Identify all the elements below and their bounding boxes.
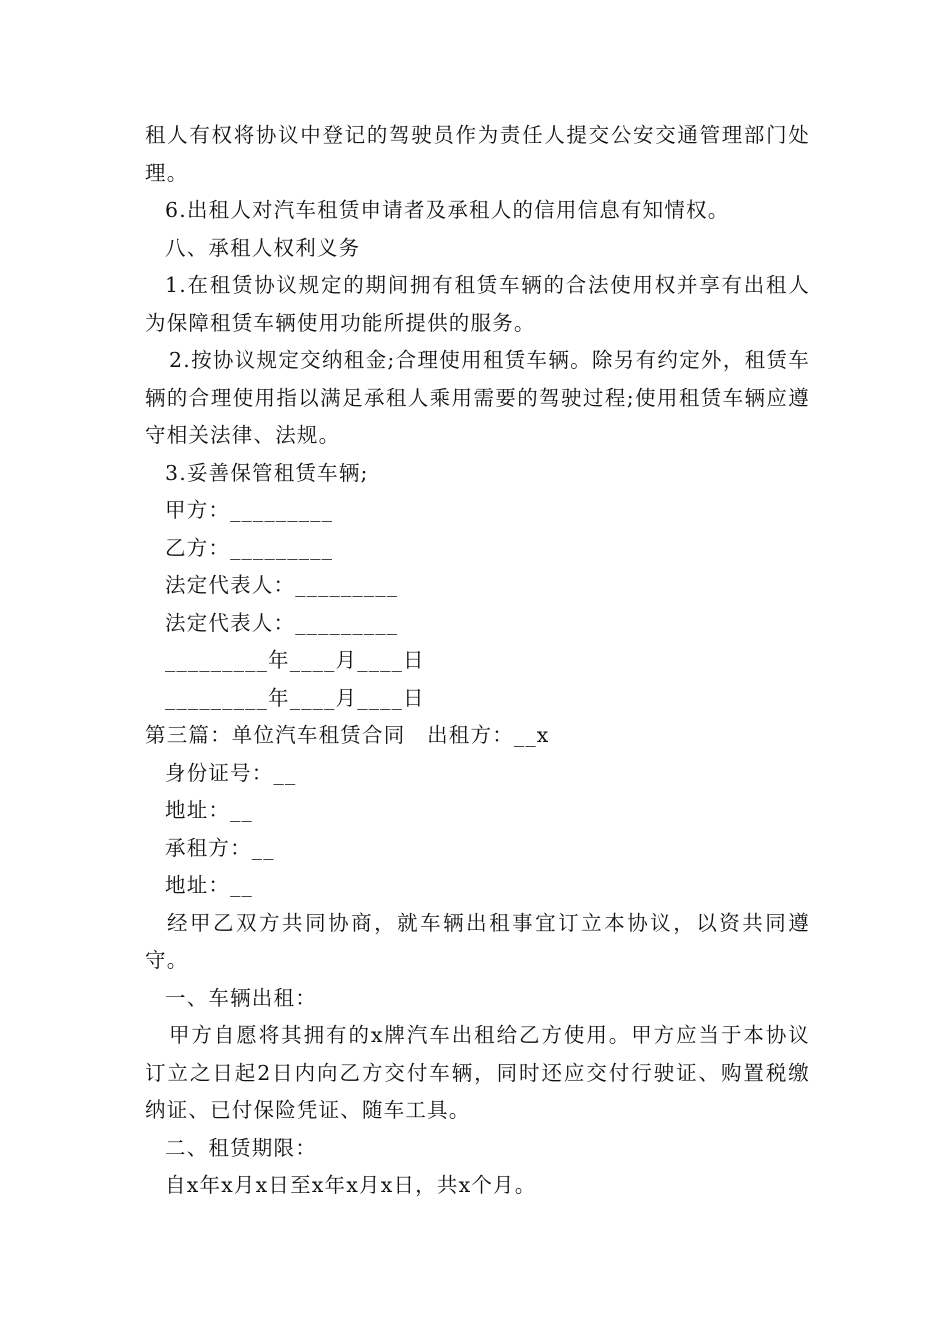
paragraph: 6.出租人对汽车租赁申请者及承租人的信用信息有知情权。 <box>165 198 730 222</box>
address-line: 地址：__ <box>165 873 253 897</box>
section-heading: 八、承租人权利义务 <box>165 235 361 260</box>
date-line: _________年____月____日 <box>165 685 425 710</box>
paragraph: 3.妥善保管租赁车辆; <box>165 460 369 485</box>
paragraph: 1.在租赁协议规定的期间拥有租赁车辆的合法使用权并享有出租人为保障租赁车辆使用功能所提供的服务。 <box>145 273 810 335</box>
paragraph: 经甲乙双方共同协商，就车辆出租事宜订立本协议，以资共同遵守。 <box>145 910 810 972</box>
id-number-line: 身份证号：__ <box>165 760 297 785</box>
paragraph: 租人有权将协议中登记的驾驶员作为责任人提交公安交通管理部门处理。 <box>145 123 810 185</box>
legal-representative-line: 法定代表人：_________ <box>165 573 399 597</box>
address-line: 地址：__ <box>165 798 253 822</box>
signature-line-party-a: 甲方：_________ <box>165 498 334 522</box>
lessee-line: 承租方：__ <box>165 835 275 860</box>
chapter-title: 第三篇：单位汽车租赁合同 出租方：__x <box>145 723 550 747</box>
section-heading: 一、车辆出租： <box>165 985 317 1010</box>
date-line: _________年____月____日 <box>165 648 425 672</box>
section-heading: 二、租赁期限： <box>165 1135 317 1160</box>
document-body <box>145 117 810 1205</box>
paragraph: 自x年x月x日至x年x月x日，共x个月。 <box>165 1173 537 1197</box>
paragraph: 2.按协议规定交纳租金;合理使用租赁车辆。除另有约定外，租赁车辆的合理使用指以满足承租人乘用需要的驾驶过程;使用租赁车辆应遵守相关法律、法规。 <box>145 348 810 447</box>
paragraph: 甲方自愿将其拥有的x牌汽车出租给乙方使用。甲方应当于本协议订立之日起2日内向乙方交付车辆，同时还应交付行驶证、购置税缴纳证、已付保险凭证、随车工具。 <box>145 1023 810 1122</box>
legal-representative-line: 法定代表人：_________ <box>165 610 399 635</box>
signature-line-party-b: 乙方：_________ <box>165 535 334 560</box>
